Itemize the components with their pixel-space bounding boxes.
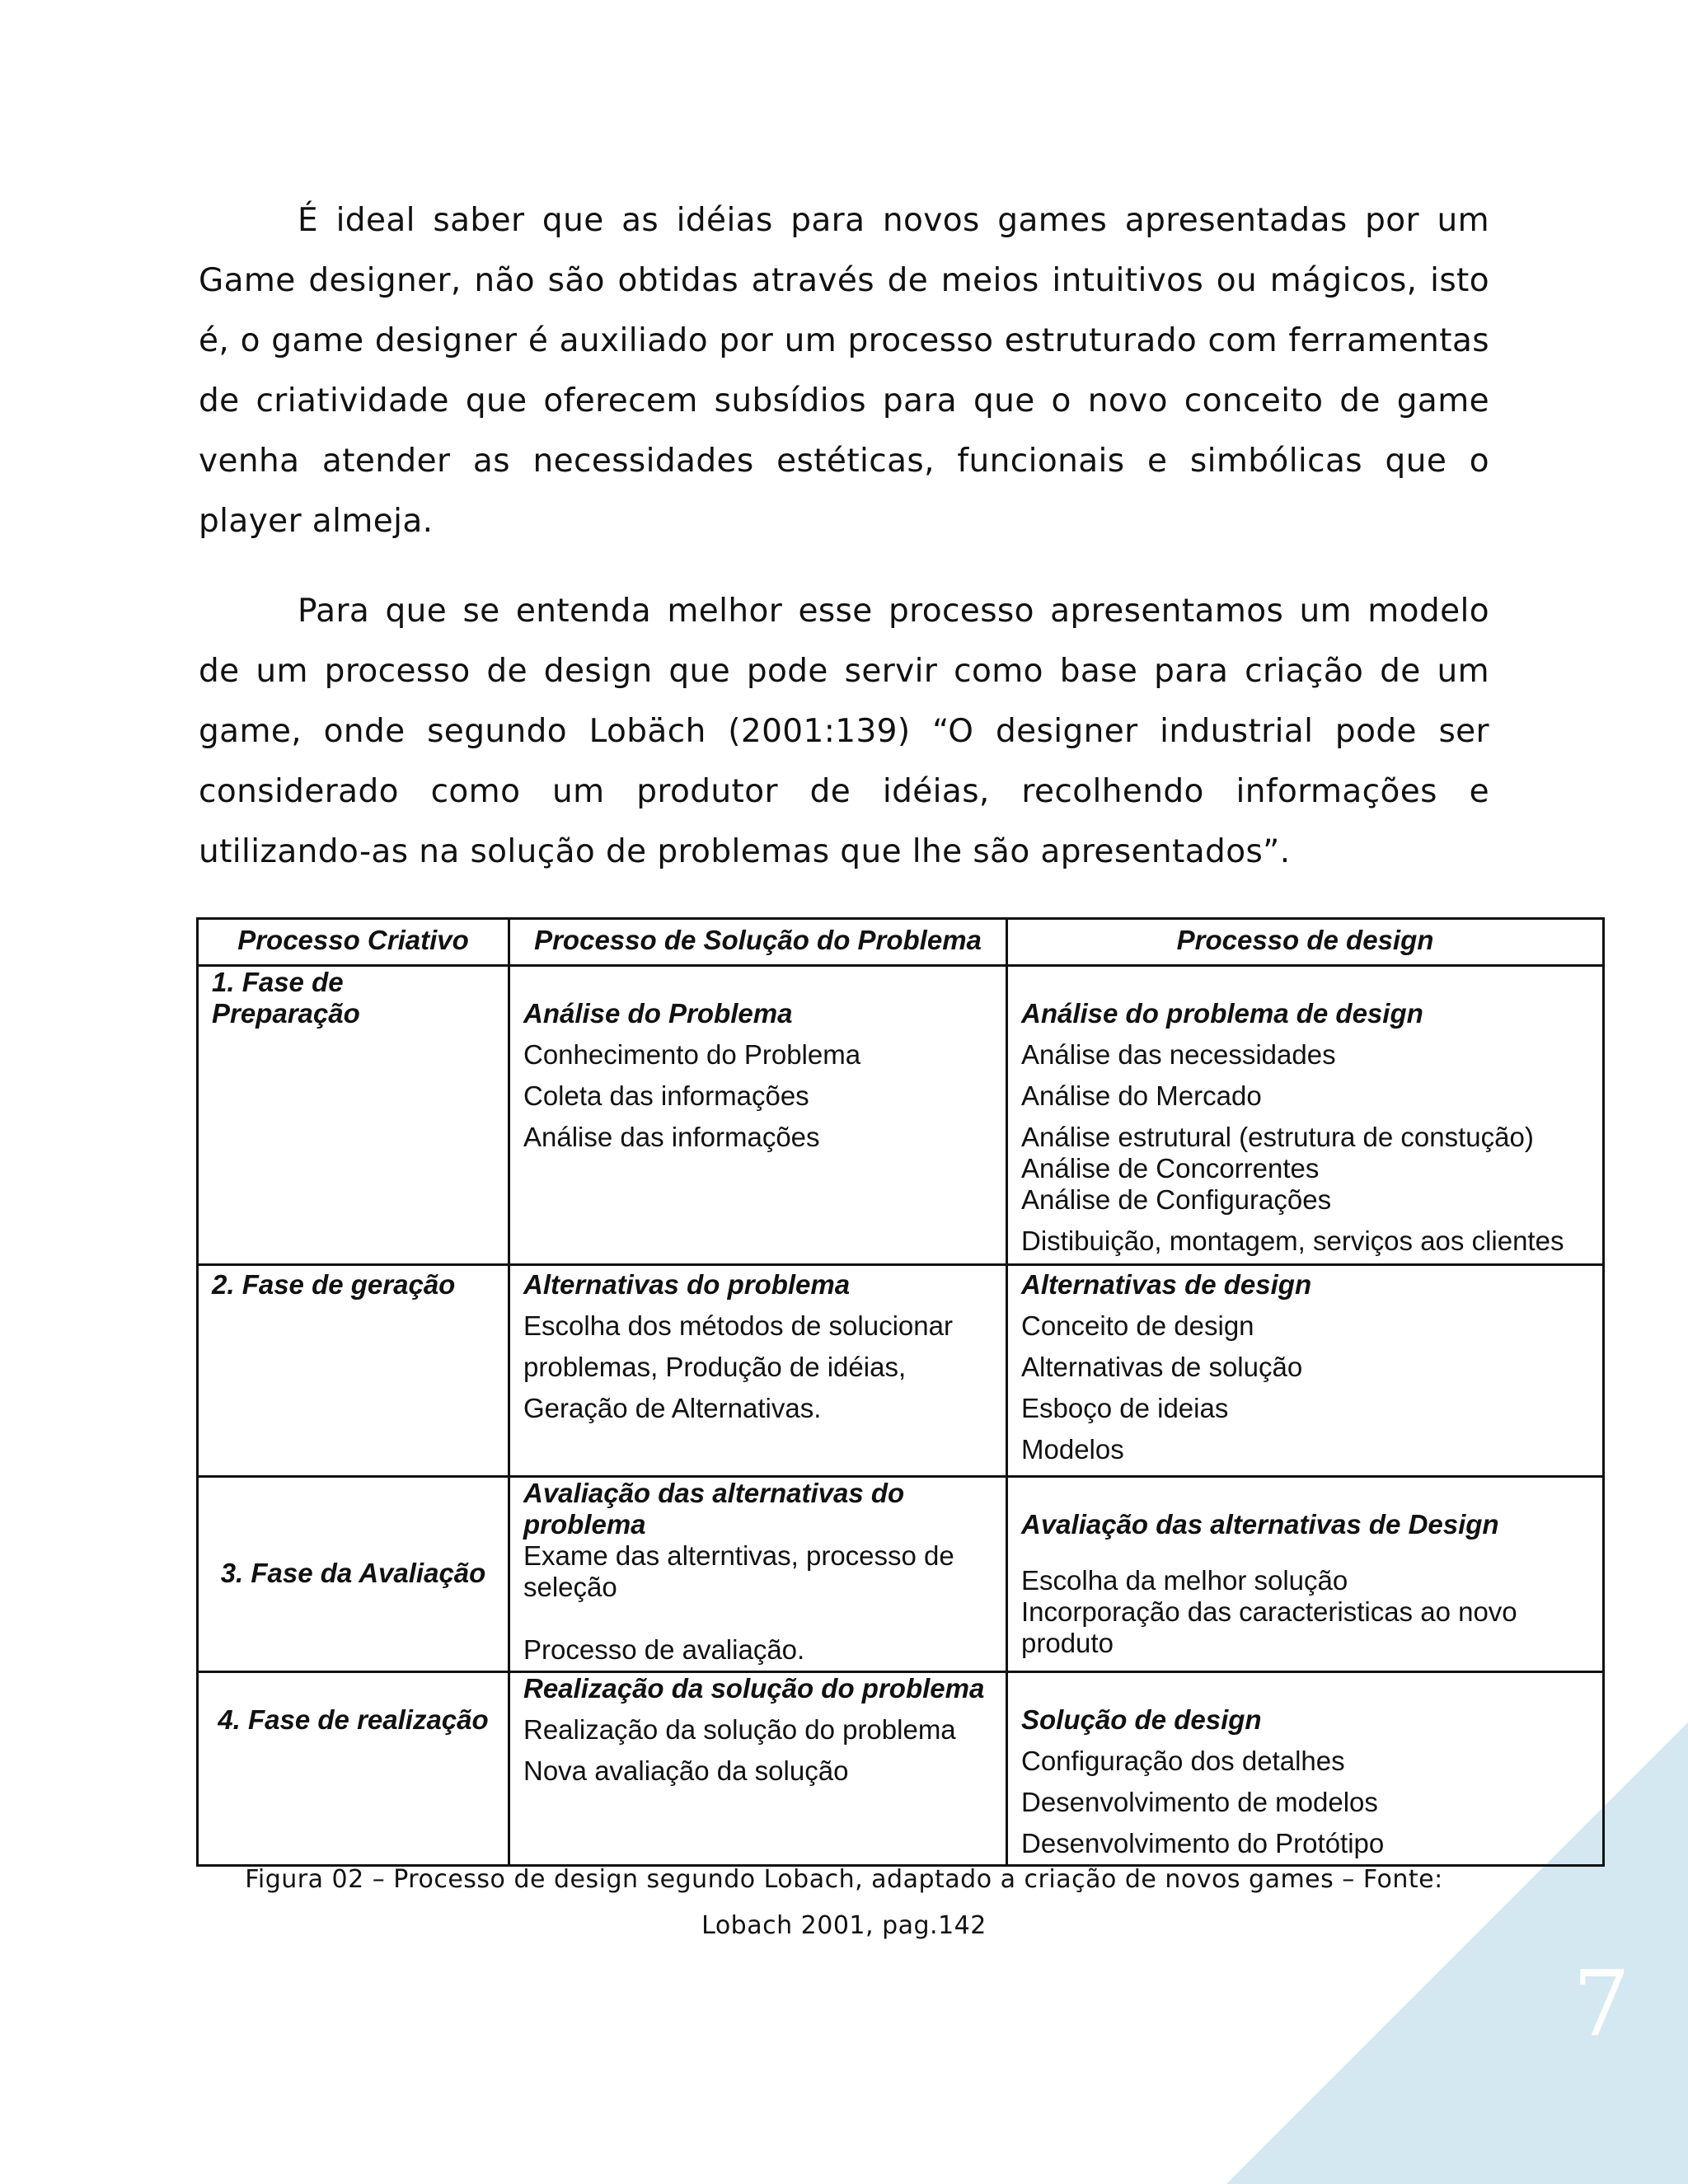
problem-title: Realização da solução do problema [523,1673,985,1704]
table-row [198,1477,1604,1672]
phase-cell: 3. Fase da Avaliação [198,1477,509,1672]
table-row [198,1265,1604,1477]
problem-cell [509,1477,1007,1672]
problem-item: Análise das informações [523,1122,820,1152]
design-title: Alternativas de design [1021,1269,1312,1300]
design-title: Avaliação das alternativas de Design [1021,1509,1499,1540]
column-header: Processo de design [1007,919,1604,966]
design-item: Análise de Concorrentes [1021,1153,1320,1183]
design-cell [1007,1477,1604,1672]
design-item: Distibuição, montagem, serviços aos clientes [1021,1226,1564,1256]
design-cell [1007,1672,1604,1866]
problem-cell [509,1265,1007,1477]
design-title: Análise do problema de design [1021,998,1423,1029]
design-item: Desenvolvimento de modelos [1021,1787,1378,1817]
design-item: Análise das necessidades [1021,1039,1336,1070]
problem-item: Processo de avaliação. [523,1634,805,1665]
column-header: Processo de Solução do Problema [509,919,1007,966]
body-paragraph: É ideal saber que as idéias para novos games apresentadas por um Game designer, não são obtidas através de meios intuitivos ou mágicos, isto é, o game designer é auxiliado por um processo estruturado com ferramentas de criatividade que oferecem subsídios para que o novo conceito de game venha atender as necessidades estéticas, funcionais e simbólicas que o player almeja. [199,202,1489,540]
problem-item: Escolha dos métodos de solucionar [523,1310,953,1341]
problem-title: Análise do Problema [523,998,793,1029]
design-item: Modelos [1021,1434,1124,1465]
design-item: Escolha da melhor solução [1021,1565,1348,1596]
table-row [198,966,1604,1265]
body-paragraph: Para que se entenda melhor esse processo apresentamos um modelo de um processo de design que pode servir como base para criação de um game, onde segundo Lobäch (2001:139) “O designer industrial pode ser considerado como um produtor de idéias, recolhendo informações e utilizando-as na solução de problemas que lhe são apresentados”. [199,593,1489,870]
design-title: Solução de design [1021,1704,1262,1735]
problem-item: Nova avaliação da solução [523,1755,849,1786]
design-item: Alternativas de solução [1021,1352,1303,1382]
column-header: Processo Criativo [198,919,509,966]
table-header-row [198,919,1604,966]
design-item: Configuração dos detalhes [1021,1746,1345,1776]
problem-item: Coleta das informações [523,1080,809,1111]
design-cell [1007,1265,1604,1477]
phase-cell: 4. Fase de realização [198,1672,509,1866]
problem-title: Alternativas do problema [523,1269,851,1300]
design-item: Esboço de ideias [1021,1393,1229,1423]
problem-item: Realização da solução do problema [523,1714,956,1745]
problem-item: Exame das alterntivas, processo de seleção [523,1540,954,1602]
problem-cell [509,1672,1007,1866]
problem-cell [509,966,1007,1265]
problem-item: Conhecimento do Problema [523,1039,861,1070]
design-item: Análise estrutural (estrutura de constução) [1021,1122,1534,1152]
problem-title: Avaliação das alternativas do problema [523,1478,905,1540]
design-item: Análise de Configurações [1021,1184,1332,1215]
table-row [198,1672,1604,1866]
design-cell [1007,966,1604,1265]
phase-cell: 2. Fase de geração [198,1265,509,1477]
figure-caption: Figura 02 – Processo de design segundo Lobach, adaptado a criação de novos games – Fonte: Lobach 2001, pag.142 [245,1865,1443,1940]
page-number: 7 [1573,1951,1630,2056]
problem-item: Geração de Alternativas. [523,1393,822,1423]
design-item: Desenvolvimento do Protótipo [1021,1828,1385,1858]
design-item: Conceito de design [1021,1310,1254,1341]
problem-item: problemas, Produção de idéias, [523,1352,907,1382]
design-item: Incorporação das caracteristicas ao novo produto [1021,1596,1517,1658]
design-process-table [196,917,1605,1867]
phase-cell: 1. Fase de Preparação [198,966,509,1265]
design-item: Análise do Mercado [1021,1080,1262,1111]
